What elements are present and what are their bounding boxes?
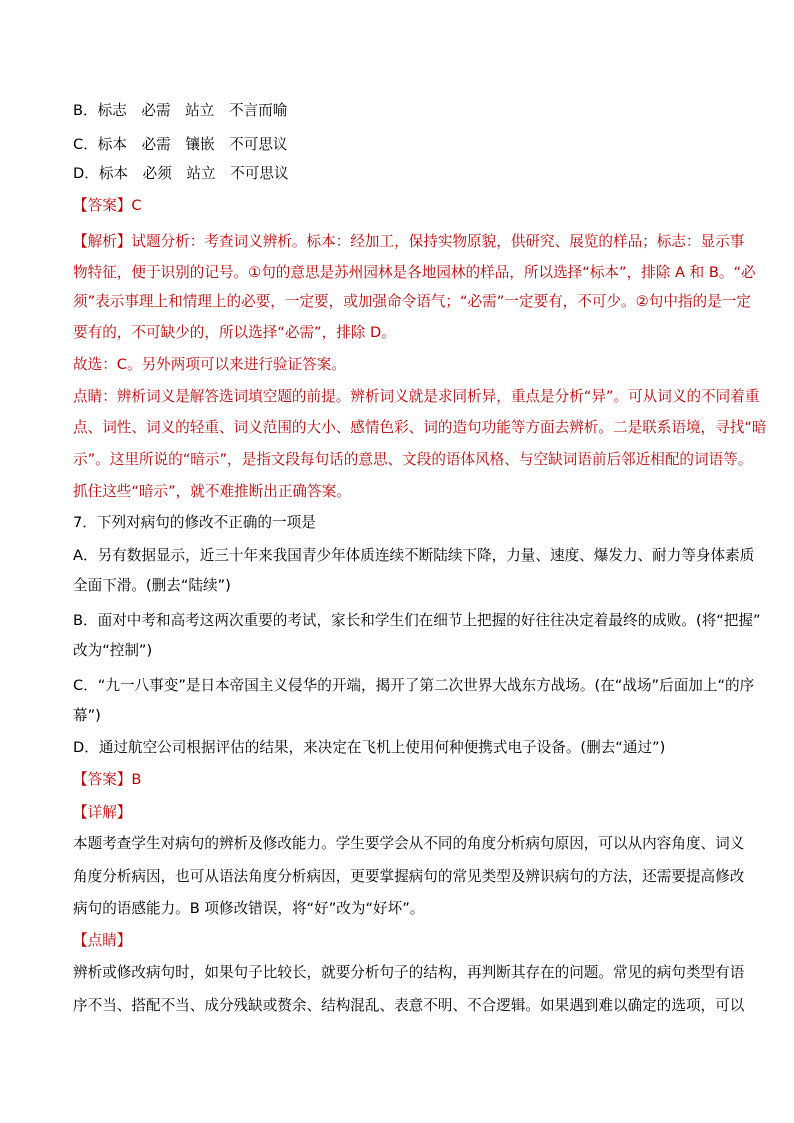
- answer-value: C: [131, 197, 142, 214]
- q7-option-b: B．面对中考和高考这两次重要的考试，家长和学生们在细节上把握的好往往决定着最终的成败。(将“把握”: [73, 612, 761, 629]
- q6-analysis-line: 须”表示事理上和情理上的必要，一定要，或加强命令语气；“必需”一定要有，不可少。②句中指的是一定: [73, 293, 751, 310]
- q7-option-a-cont: 全面下滑。(删去“陆续”): [73, 577, 231, 594]
- q7-detail-line: 病句的语感能力。B 项修改错误，将“好”改为“好坏”。: [73, 900, 425, 917]
- analysis-tag: 【解析】: [73, 233, 132, 250]
- q7-option-c: C．“九一八事变”是日本帝国主义侵华的开端，揭开了第二次世界大战东方战场。(在“战场”后面加上“的序: [73, 677, 755, 694]
- q6-analysis-line: 物特征，便于识别的记号。①句的意思是苏州园林是各地园林的样品，所以选择“标本”，排除 A 和 B。“必: [73, 264, 756, 281]
- q7-answer: [73, 770, 141, 790]
- q7-option-a: A．另有数据显示，近三十年来我国青少年体质连续不断陆续下降，力量、速度、爆发力、耐力等身体素质: [73, 547, 755, 564]
- q7-tips-line: 序不当、搭配不当、成分残缺或赘余、结构混乱、表意不明、不合逻辑。如果遇到难以确定的选项，可以: [73, 997, 745, 1014]
- q7-option-c-cont: 幕”): [73, 707, 101, 724]
- q7-detail-line: 本题考查学生对病句的辨析及修改能力。学生要学会从不同的角度分析病句原因，可以从内容角度、词义: [73, 835, 745, 852]
- answer-tag: 【答案】: [73, 197, 132, 214]
- q7-option-b-cont: 改为“控制”): [73, 642, 153, 659]
- q6-tips-line: 点、词性、词义的轻重、词义范围的大小、感情色彩、词的造句功能等方面去辨析。二是联系语境，寻找“暗: [73, 419, 767, 436]
- answer-value: B: [131, 771, 142, 788]
- q6-option-b: B．标志 必需 站立 不言而喻: [73, 102, 288, 119]
- analysis-text: 试题分析：考查词义辨析。标本：经加工，保持实物原貌，供研究、展览的样品；标志：显示事: [131, 233, 745, 250]
- q6-tips-line: 点睛：辨析词义是解答选词填空题的前提。辨析词义就是求同析异，重点是分析“异”。可从词义的不同着重: [73, 388, 760, 405]
- q6-analysis-line: [73, 232, 744, 252]
- q6-analysis-line: 故选：C。另外两项可以来进行验证答案。: [73, 356, 346, 373]
- q7-tips-line: 辨析或修改病句时，如果句子比较长，就要分析句子的结构，再判断其存在的问题。常见的病句类型有语: [73, 964, 745, 981]
- q6-answer: [73, 196, 142, 216]
- q7-stem: 7．下列对病句的修改不正确的一项是: [73, 514, 316, 531]
- q6-analysis-line: 要有的，不可缺少的，所以选择“必需”，排除 D。: [73, 324, 396, 341]
- detail-tag: 【详解】: [73, 804, 132, 821]
- q6-option-d: D．标本 必须 站立 不可思议: [73, 165, 289, 182]
- answer-tag: 【答案】: [73, 771, 132, 788]
- q7-option-d: D．通过航空公司根据评估的结果，来决定在飞机上使用何种便携式电子设备。(删去“通过”): [73, 739, 666, 756]
- q6-option-c: C．标本 必需 镶嵌 不可思议: [73, 136, 288, 153]
- q6-tips-line: 示”。这里所说的“暗示”，是指文段每句话的意思、文段的语体风格、与空缺词语前后邻近相配的词语等。: [73, 451, 753, 468]
- tips-tag: 【点睛】: [73, 932, 132, 949]
- q6-tips-line: 抓住这些“暗示”，就不难推断出正确答案。: [73, 483, 351, 500]
- q7-detail-line: 角度分析病因，也可从语法角度分析病因，更要掌握病句的常见类型及辨识病句的方法，还需要提高修改: [73, 868, 745, 885]
